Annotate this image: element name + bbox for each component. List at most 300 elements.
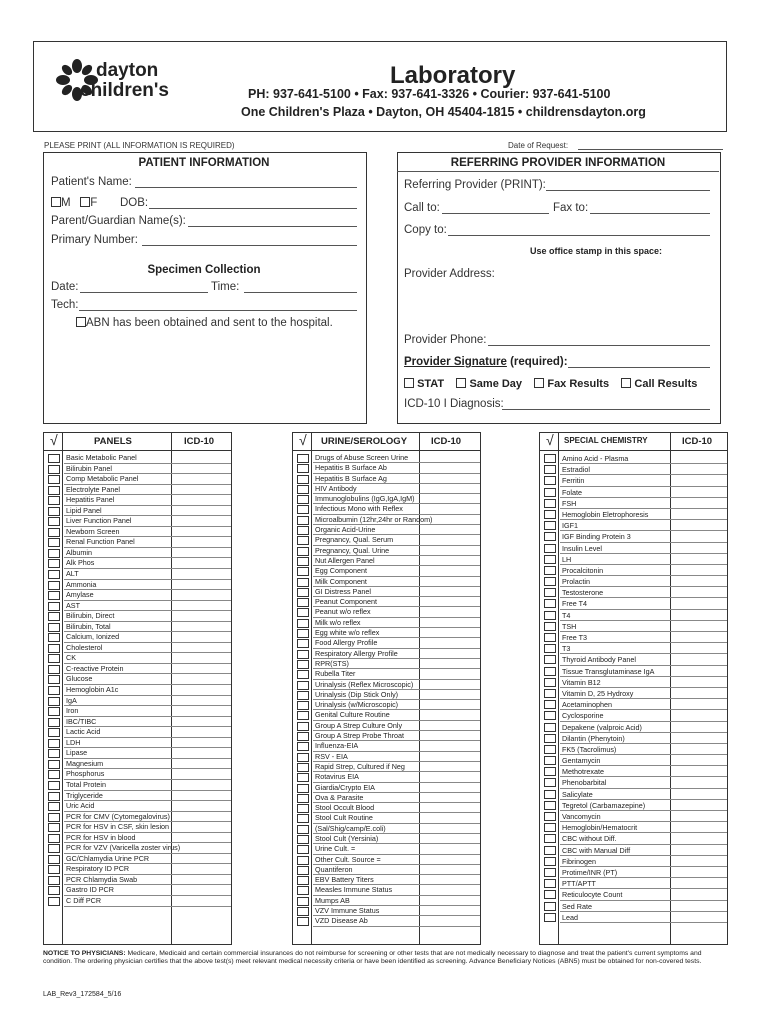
- same-day-checkbox[interactable]: [456, 378, 466, 388]
- test-label: Cyclosporine: [562, 711, 604, 721]
- stat-checkbox[interactable]: [404, 378, 414, 388]
- test-checkbox[interactable]: [297, 742, 309, 751]
- test-row: [44, 801, 231, 812]
- test-row: [44, 580, 231, 591]
- test-checkbox[interactable]: [544, 454, 556, 463]
- test-label: Bilirubin Panel: [66, 463, 112, 473]
- date-field[interactable]: [80, 292, 208, 293]
- test-row: [540, 744, 727, 755]
- test-label: Measles Immune Status: [315, 885, 393, 895]
- test-row: [293, 659, 480, 669]
- test-row: [540, 878, 727, 889]
- test-checkbox[interactable]: [297, 753, 309, 762]
- test-row: [293, 453, 480, 463]
- test-checkbox[interactable]: [544, 902, 556, 911]
- test-row: [293, 546, 480, 556]
- test-row: [540, 498, 727, 509]
- test-checkbox[interactable]: [544, 801, 556, 810]
- test-checkbox[interactable]: [297, 578, 309, 587]
- test-label: Bilirubin, Direct: [66, 611, 115, 621]
- test-checkbox[interactable]: [48, 675, 60, 684]
- test-checkbox[interactable]: [48, 591, 60, 600]
- test-row: [44, 643, 231, 654]
- test-label: Free T3: [562, 633, 588, 642]
- test-checkbox[interactable]: [48, 855, 60, 864]
- test-row: [293, 607, 480, 617]
- test-label: Ferritin: [562, 476, 585, 486]
- test-checkbox[interactable]: [544, 577, 556, 586]
- test-checkbox[interactable]: [544, 857, 556, 866]
- test-row: [540, 733, 727, 744]
- test-checkbox[interactable]: [544, 689, 556, 698]
- test-checkbox[interactable]: [544, 566, 556, 575]
- test-label: Peanut w/o reflex: [315, 607, 371, 617]
- abn-label: ABN has been obtained and sent to the hospital.: [86, 317, 333, 329]
- test-checkbox[interactable]: [297, 536, 309, 545]
- test-checkbox[interactable]: [297, 732, 309, 741]
- test-row: [540, 722, 727, 733]
- test-checkbox[interactable]: [48, 834, 60, 843]
- test-checkbox[interactable]: [297, 814, 309, 823]
- row-divider: [560, 922, 727, 923]
- test-label: Stool Cult Routine: [315, 813, 373, 823]
- test-row: [540, 699, 727, 710]
- test-label: IgA: [66, 695, 77, 705]
- test-label: CBC without Diff.: [562, 834, 617, 844]
- abn-checkbox[interactable]: [76, 317, 86, 327]
- test-label: Phosphorus: [66, 769, 105, 779]
- test-checkbox[interactable]: [48, 644, 60, 653]
- test-checkbox[interactable]: [297, 763, 309, 772]
- test-row: [540, 867, 727, 878]
- test-row: [44, 727, 231, 738]
- test-row: [540, 654, 727, 665]
- tech-label: Tech:: [51, 299, 79, 311]
- test-checkbox[interactable]: [297, 722, 309, 731]
- test-label: Hemoglobin Eletrophoresis: [562, 509, 649, 519]
- test-label: Respiratory ID PCR: [66, 864, 130, 874]
- test-checkbox[interactable]: [544, 544, 556, 553]
- test-label: LDH: [66, 737, 81, 747]
- test-label: Magnesium: [66, 758, 104, 768]
- test-row: [540, 822, 727, 833]
- test-checkbox[interactable]: [544, 700, 556, 709]
- test-checkbox[interactable]: [297, 588, 309, 597]
- date-of-request-label: Date of Request:: [508, 141, 569, 150]
- contact-line: PH: 937-641-5100 • Fax: 937-641-3326 • Courier: 937-641-5100: [248, 87, 611, 101]
- special-chemistry-rows: [540, 453, 727, 923]
- test-checkbox[interactable]: [48, 602, 60, 611]
- test-label: Egg Component: [315, 566, 367, 576]
- female-checkbox[interactable]: [80, 197, 90, 207]
- test-row: [293, 587, 480, 597]
- test-checkbox[interactable]: [48, 581, 60, 590]
- check-mark-icon: √: [546, 432, 554, 448]
- test-checkbox[interactable]: [297, 701, 309, 710]
- test-row: [293, 813, 480, 823]
- test-label: Comp Metabolic Panel: [66, 474, 139, 484]
- test-label: Amylase: [66, 590, 94, 600]
- test-label: PCR for CMV (Cytomegalovirus): [66, 811, 170, 821]
- test-checkbox[interactable]: [297, 804, 309, 813]
- test-row: [293, 638, 480, 648]
- test-checkbox[interactable]: [544, 723, 556, 732]
- test-label: Vancomycin: [562, 812, 601, 821]
- test-row: [540, 587, 727, 598]
- test-checkbox[interactable]: [297, 629, 309, 638]
- test-checkbox[interactable]: [544, 611, 556, 620]
- referring-provider-field[interactable]: [546, 190, 710, 191]
- test-checkbox[interactable]: [48, 496, 60, 505]
- date-of-request-line[interactable]: [578, 149, 723, 150]
- call-to-field[interactable]: [442, 213, 549, 214]
- test-checkbox[interactable]: [297, 557, 309, 566]
- test-row: [293, 669, 480, 679]
- test-checkbox[interactable]: [544, 711, 556, 720]
- special-chemistry-column: [539, 432, 728, 945]
- icd-diagnosis-field[interactable]: [502, 409, 710, 410]
- test-label: ALT: [66, 569, 79, 579]
- test-row: [540, 856, 727, 867]
- test-checkbox[interactable]: [544, 532, 556, 541]
- test-checkbox[interactable]: [48, 707, 60, 716]
- test-checkbox[interactable]: [544, 644, 556, 653]
- test-row: [44, 696, 231, 707]
- test-checkbox[interactable]: [544, 756, 556, 765]
- test-label: Respiratory Allergy Profile: [315, 648, 398, 658]
- provider-address-label[interactable]: Provider Address:: [404, 268, 495, 280]
- test-checkbox[interactable]: [48, 739, 60, 748]
- test-checkbox[interactable]: [48, 475, 60, 484]
- test-checkbox[interactable]: [297, 773, 309, 782]
- test-checkbox[interactable]: [297, 711, 309, 720]
- test-checkbox[interactable]: [297, 835, 309, 844]
- test-checkbox[interactable]: [297, 505, 309, 514]
- test-checkbox[interactable]: [48, 897, 60, 906]
- test-checkbox[interactable]: [48, 633, 60, 642]
- test-label: Folate: [562, 487, 582, 497]
- test-checkbox[interactable]: [48, 802, 60, 811]
- call-results-checkbox[interactable]: [621, 378, 631, 388]
- test-checkbox[interactable]: [48, 844, 60, 853]
- test-row: [540, 666, 727, 677]
- test-checkbox[interactable]: [297, 464, 309, 473]
- test-row: [44, 759, 231, 770]
- test-checkbox[interactable]: [297, 608, 309, 617]
- primary-number-field[interactable]: [142, 245, 357, 246]
- test-checkbox[interactable]: [544, 588, 556, 597]
- test-label: Hemoglobin A1c: [66, 685, 119, 695]
- test-label: Infectious Mono with Reflex: [315, 504, 403, 514]
- test-checkbox[interactable]: [297, 856, 309, 865]
- test-label: Estradiol: [562, 465, 590, 475]
- test-checkbox[interactable]: [48, 507, 60, 516]
- test-label: Basic Metabolic Panel: [66, 453, 137, 462]
- test-row: [44, 674, 231, 685]
- test-row: [44, 791, 231, 802]
- test-checkbox[interactable]: [48, 792, 60, 801]
- test-row: [540, 845, 727, 856]
- panels-icd-header: ICD-10: [184, 436, 215, 447]
- test-checkbox[interactable]: [48, 538, 60, 547]
- test-label: Fibrinogen: [562, 856, 596, 866]
- test-checkbox[interactable]: [297, 598, 309, 607]
- test-row: [540, 833, 727, 844]
- test-checkbox[interactable]: [544, 846, 556, 855]
- test-checkbox[interactable]: [48, 876, 60, 885]
- test-checkbox[interactable]: [544, 465, 556, 474]
- test-row: [44, 748, 231, 759]
- test-checkbox[interactable]: [544, 622, 556, 631]
- test-label: GC/Chlamydia Urine PCR: [66, 853, 150, 863]
- test-row: [44, 664, 231, 675]
- test-checkbox[interactable]: [297, 886, 309, 895]
- test-checkbox[interactable]: [544, 499, 556, 508]
- test-row: [293, 504, 480, 514]
- test-checkbox[interactable]: [544, 510, 556, 519]
- test-label: EBV Battery Titers: [315, 875, 374, 885]
- test-row: [293, 762, 480, 772]
- test-checkbox[interactable]: [297, 454, 309, 463]
- test-label: Other Cult. Source =: [315, 854, 381, 864]
- time-field[interactable]: [244, 292, 357, 293]
- test-checkbox[interactable]: [48, 781, 60, 790]
- test-checkbox[interactable]: [48, 665, 60, 674]
- provider-phone-field[interactable]: [488, 345, 710, 346]
- test-row: [44, 738, 231, 749]
- test-label: (Sal/Shig/camp/E.coli): [315, 823, 386, 833]
- test-checkbox[interactable]: [48, 612, 60, 621]
- test-label: FSH: [562, 498, 577, 508]
- provider-signature-field[interactable]: [568, 367, 710, 368]
- test-checkbox[interactable]: [48, 823, 60, 832]
- test-row: [44, 875, 231, 886]
- test-row: [293, 628, 480, 638]
- test-checkbox[interactable]: [297, 495, 309, 504]
- test-checkbox[interactable]: [297, 660, 309, 669]
- row-divider: [313, 926, 480, 927]
- test-checkbox[interactable]: [544, 745, 556, 754]
- test-label: Newborn Screen: [66, 526, 120, 536]
- panels-column: [43, 432, 232, 945]
- copy-to-field[interactable]: [448, 235, 710, 236]
- test-checkbox[interactable]: [48, 454, 60, 463]
- tech-field[interactable]: [79, 310, 357, 311]
- test-checkbox[interactable]: [297, 845, 309, 854]
- fax-results-label: Fax Results: [547, 378, 610, 390]
- fax-to-label: Fax to:: [553, 202, 589, 214]
- fax-to-field[interactable]: [590, 213, 710, 214]
- test-row: [293, 885, 480, 895]
- test-label: Quantiferon: [315, 864, 353, 874]
- test-row: [293, 721, 480, 731]
- test-label: T3: [562, 644, 571, 654]
- test-checkbox[interactable]: [297, 876, 309, 885]
- test-label: Immunoglobulins (IgG,IgA,IgM): [315, 494, 415, 504]
- test-checkbox[interactable]: [297, 639, 309, 648]
- test-checkbox[interactable]: [48, 549, 60, 558]
- test-row: [293, 803, 480, 813]
- test-checkbox[interactable]: [297, 516, 309, 525]
- test-checkbox[interactable]: [544, 778, 556, 787]
- test-checkbox[interactable]: [544, 734, 556, 743]
- patient-name-field[interactable]: [135, 187, 357, 188]
- test-row: [293, 793, 480, 803]
- test-label: Bilirubin, Total: [66, 621, 111, 631]
- test-checkbox[interactable]: [297, 866, 309, 875]
- test-checkbox[interactable]: [48, 686, 60, 695]
- test-label: Renal Function Panel: [66, 537, 135, 547]
- test-checkbox[interactable]: [544, 879, 556, 888]
- test-row: [44, 685, 231, 696]
- test-checkbox[interactable]: [544, 488, 556, 497]
- test-row: [293, 865, 480, 875]
- test-label: Thyroid Antibody Panel: [562, 655, 636, 665]
- test-label: Gentamycin: [562, 756, 601, 766]
- test-row: [293, 597, 480, 607]
- dob-field[interactable]: [149, 208, 357, 209]
- test-row: [540, 643, 727, 654]
- test-label: Genital Culture Routine: [315, 710, 390, 720]
- test-row: [540, 777, 727, 788]
- test-row: [44, 822, 231, 833]
- test-row: [293, 741, 480, 751]
- test-row: [540, 487, 727, 498]
- test-row: [44, 611, 231, 622]
- test-row: [540, 598, 727, 609]
- test-checkbox[interactable]: [48, 749, 60, 758]
- test-checkbox[interactable]: [544, 790, 556, 799]
- test-checkbox[interactable]: [297, 784, 309, 793]
- guardian-label: Parent/Guardian Name(s):: [51, 215, 186, 227]
- test-checkbox[interactable]: [297, 681, 309, 690]
- panels-title: PANELS: [94, 436, 132, 447]
- test-row: [44, 843, 231, 854]
- test-checkbox[interactable]: [297, 485, 309, 494]
- test-row: [540, 755, 727, 766]
- test-row: [44, 854, 231, 865]
- test-checkbox[interactable]: [297, 547, 309, 556]
- test-row: [293, 494, 480, 504]
- test-checkbox[interactable]: [544, 599, 556, 608]
- test-row: [540, 543, 727, 554]
- fax-results-checkbox[interactable]: [534, 378, 544, 388]
- test-label: Protime/INR (PT): [562, 867, 618, 877]
- female-label: F: [90, 197, 98, 209]
- test-checkbox[interactable]: [297, 475, 309, 484]
- urine-serology-title: URINE/SEROLOGY: [321, 436, 408, 447]
- test-label: Ammonia: [66, 579, 97, 589]
- test-row: [44, 453, 231, 464]
- test-label: LH: [562, 554, 572, 564]
- test-row: [44, 780, 231, 791]
- test-checkbox[interactable]: [297, 650, 309, 659]
- test-checkbox[interactable]: [544, 555, 556, 564]
- test-checkbox[interactable]: [48, 865, 60, 874]
- test-checkbox[interactable]: [544, 823, 556, 832]
- test-label: Milk w/o reflex: [315, 617, 361, 627]
- test-label: Ova & Parasite: [315, 792, 364, 802]
- test-checkbox[interactable]: [48, 770, 60, 779]
- test-checkbox[interactable]: [297, 567, 309, 576]
- test-checkbox[interactable]: [544, 667, 556, 676]
- test-row: [540, 800, 727, 811]
- test-row: [293, 535, 480, 545]
- guardian-field[interactable]: [188, 226, 357, 227]
- row-divider: [64, 906, 231, 907]
- test-checkbox[interactable]: [544, 913, 556, 922]
- test-checkbox[interactable]: [544, 834, 556, 843]
- test-label: Free T4: [562, 599, 588, 609]
- test-checkbox[interactable]: [48, 486, 60, 495]
- test-checkbox[interactable]: [48, 813, 60, 822]
- test-checkbox[interactable]: [297, 917, 309, 926]
- test-checkbox[interactable]: [48, 517, 60, 526]
- test-checkbox[interactable]: [48, 559, 60, 568]
- test-checkbox[interactable]: [297, 691, 309, 700]
- test-checkbox[interactable]: [544, 633, 556, 642]
- test-checkbox[interactable]: [297, 907, 309, 916]
- test-label: Food Allergy Profile: [315, 638, 378, 648]
- test-label: VZV Immune Status: [315, 906, 380, 916]
- test-checkbox[interactable]: [544, 868, 556, 877]
- test-checkbox[interactable]: [297, 825, 309, 834]
- test-checkbox[interactable]: [544, 678, 556, 687]
- test-checkbox[interactable]: [544, 767, 556, 776]
- test-row: [540, 901, 727, 912]
- test-row: [44, 864, 231, 875]
- test-label: Drugs of Abuse Screen Urine: [315, 453, 409, 462]
- test-label: PCR for VZV (Varicella zoster virus): [66, 843, 181, 853]
- test-row: [540, 610, 727, 621]
- specimen-collection-title: Specimen Collection: [147, 264, 261, 276]
- test-checkbox[interactable]: [297, 670, 309, 679]
- check-mark-icon: √: [299, 432, 307, 448]
- test-checkbox[interactable]: [544, 476, 556, 485]
- test-checkbox[interactable]: [48, 728, 60, 737]
- test-checkbox[interactable]: [48, 718, 60, 727]
- test-label: HIV Antibody: [315, 483, 357, 493]
- test-checkbox[interactable]: [48, 886, 60, 895]
- test-checkbox[interactable]: [48, 760, 60, 769]
- test-checkbox[interactable]: [48, 623, 60, 632]
- test-checkbox[interactable]: [48, 528, 60, 537]
- test-checkbox[interactable]: [297, 897, 309, 906]
- test-row: [540, 576, 727, 587]
- test-checkbox[interactable]: [48, 697, 60, 706]
- test-checkbox[interactable]: [544, 812, 556, 821]
- test-checkbox[interactable]: [48, 654, 60, 663]
- test-label: Lactic Acid: [66, 727, 101, 737]
- male-checkbox[interactable]: [51, 197, 61, 207]
- test-checkbox[interactable]: [48, 465, 60, 474]
- test-label: Gastro ID PCR: [66, 885, 114, 895]
- test-row: [540, 710, 727, 721]
- test-label: Electrolyte Panel: [66, 484, 120, 494]
- test-row: [44, 558, 231, 569]
- call-to-label: Call to:: [404, 202, 440, 214]
- test-checkbox[interactable]: [297, 619, 309, 628]
- test-checkbox[interactable]: [48, 570, 60, 579]
- test-row: [293, 690, 480, 700]
- test-checkbox[interactable]: [297, 526, 309, 535]
- test-checkbox[interactable]: [544, 655, 556, 664]
- test-checkbox[interactable]: [297, 794, 309, 803]
- test-checkbox[interactable]: [544, 890, 556, 899]
- test-row: [293, 515, 480, 525]
- test-checkbox[interactable]: [544, 521, 556, 530]
- test-row: [44, 506, 231, 517]
